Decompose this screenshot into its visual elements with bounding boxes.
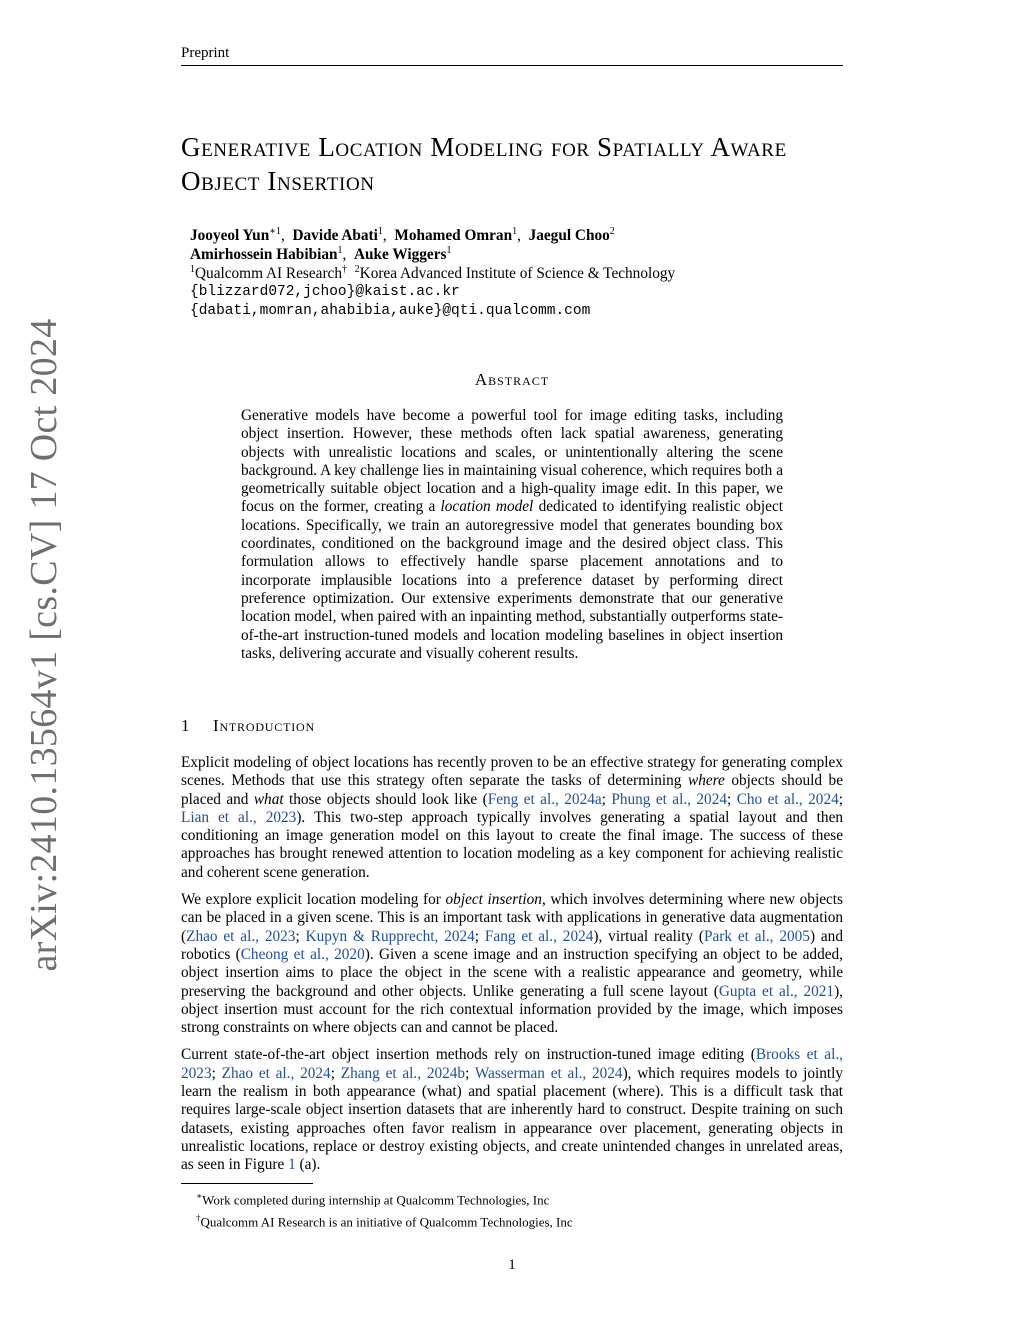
emphasis: where: [688, 772, 725, 790]
footnote-1: [196, 1187, 816, 1209]
paragraph-2: [181, 891, 843, 1037]
text: We explore explicit location modeling for: [181, 891, 446, 909]
author-affiliation-mark: 1: [337, 244, 343, 256]
affiliation-mark: 1: [190, 263, 195, 275]
text: ), which requires models to jointly learn the realism in both appearance (what) and spatial placement (where). This is a difficult task that requires large-scale object insertion datasets that are inherently hard to construct. Despite training on such datasets, existing approaches often favor realism in appearance over placement, generating objects in unrealistic locations, replace or destroy existing objects, and create unintended changes in unrelated areas, as seen in Figure: [181, 1064, 844, 1174]
text: (a).: [295, 1156, 321, 1174]
citation-link[interactable]: Cho et al., 2024: [736, 790, 839, 808]
author-name: Amirhossein Habibian: [190, 246, 338, 263]
text: ;: [727, 790, 737, 808]
author-affiliation-mark: ∗1: [269, 225, 281, 237]
abstract-text-part: Generative models have become a powerful tool for image editing tasks, including object insertion. However, these methods often lack spatial awareness, generating objects with unrealistic locations and scales, or unintentionally altering the scene background. A key challenge lies in maintaining visual coherence, which requires both a geometrically suitable object location and a high-quality image edit. In this paper, we focus on the former, creating a: [241, 407, 783, 516]
text: objects should be placed and: [181, 772, 843, 808]
citation-link[interactable]: Wasserman et al., 2024: [474, 1064, 623, 1082]
footnote-text: Qualcomm AI Research is an initiative of Qualcomm Technologies, Inc: [200, 1214, 573, 1230]
page-number: 1: [508, 1257, 516, 1273]
author-affiliation-mark: 1: [446, 244, 452, 256]
text: ) and robotics (: [181, 927, 843, 963]
text: those objects should look like (: [283, 790, 488, 808]
section-title: Introduction: [213, 716, 315, 735]
author-name: Auke Wiggers: [353, 246, 447, 263]
text: , which involves determining where new objects can be placed in a given scene. This is an important task with applications in generative data augmentation (: [181, 891, 843, 945]
text: ;: [330, 1064, 341, 1082]
author-name: Davide Abati: [292, 227, 378, 244]
author-affiliation-mark: 2: [609, 225, 615, 237]
text: ;: [474, 927, 485, 945]
citation-link[interactable]: Feng et al., 2024a: [487, 790, 602, 808]
figure-link[interactable]: 1: [288, 1156, 296, 1174]
paragraph-3: [181, 1046, 843, 1174]
footnote-mark: ∗: [196, 1191, 203, 1201]
text: ;: [838, 790, 844, 808]
email-line-kaist: {blizzard072,jchoo}@kaist.ac.kr: [190, 284, 460, 300]
dagger-mark: †: [341, 263, 347, 275]
footnote-divider: [181, 1183, 313, 1184]
author-name: Mohamed Omran: [394, 227, 513, 244]
footnotes: [196, 1187, 816, 1232]
footnote-text: Work completed during internship at Qualcomm Technologies, Inc: [202, 1192, 550, 1208]
abstract-emphasis: location model: [440, 498, 534, 516]
running-header: Preprint: [181, 44, 843, 66]
author-name: Jooyeol Yun: [190, 227, 270, 244]
text: ;: [465, 1064, 475, 1082]
affiliation-line: [190, 264, 830, 283]
emphasis: what: [253, 790, 284, 808]
citation-link[interactable]: Zhao et al., 2024: [221, 1064, 331, 1082]
author-block: [190, 226, 830, 321]
citation-link[interactable]: Lian et al., 2023: [181, 808, 297, 826]
citation-link[interactable]: Park et al., 2005: [704, 927, 810, 945]
citation-link[interactable]: Kupyn & Rupprecht, 2024: [305, 927, 475, 945]
affiliation-kaist: Korea Advanced Institute of Science & Technology: [359, 265, 676, 282]
author-line-1: Jooyeol Yun$^{∗1}$, Davide Abati$^1$, Mohamed Omran$^1$, Jaegul Choo$^2$: [190, 225, 615, 244]
affiliation-qualcomm: Qualcomm AI Research: [195, 265, 342, 282]
email-line-qualcomm: {dabati,momran,ahabibia,auke}@qti.qualcomm.com: [190, 303, 591, 319]
author-affiliation-mark: 1: [512, 225, 518, 237]
footnote-2: [196, 1209, 816, 1231]
abstract-text: [241, 407, 783, 663]
citation-link[interactable]: Gupta et al., 2021: [718, 982, 835, 1000]
paragraph-1: [181, 754, 843, 882]
text: ), object insertion must account for the rich contextual information provided by the image, which imposes strong constraints on where objects can and cannot be placed.: [181, 982, 843, 1037]
section-number: 1: [181, 716, 191, 735]
author-line-2: Amirhossein Habibian$^1$, Auke Wiggers$^1$: [190, 244, 452, 263]
citation-link[interactable]: Phung et al., 2024: [611, 790, 728, 808]
text: ). This two-step approach typically involves generating a spatial layout and then conditioning an image generation model on this layout to create the final image. The success of these approaches has brought renewed attention to location modeling as a key component for achieving realistic and coherent scene generation.: [181, 808, 844, 881]
footnote-mark: †: [196, 1213, 201, 1224]
paper-title: Generative Location Modeling for Spatially Aware Object Insertion: [181, 132, 787, 196]
abstract-text-part: dedicated to identifying realistic object locations. Specifically, we train an autoregressive model that generates bounding box coordinates, conditioned on the background image and the desired object class. This formulation allows to effectively handle sparse placement annotations and to incorporate implausible locations into a preference dataset by performing direct preference optimization. Our extensive experiments demonstrate that our generative location model, when paired with an inpainting method, substantially outperforms state-of-the-art instruction-tuned models and location modeling baselines in object insertion tasks, delivering accurate and visually coherent results.: [241, 498, 784, 662]
text: Current state-of-the-art object insertion methods rely on instruction-tuned image editing (: [181, 1046, 756, 1064]
text: ). Given a scene image and an instruction specifying an object to be added, object insertion aims to place the object in the scene with a realistic appearance and geometry, while preserving the background and other objects. Unlike generating a full scene layout (: [181, 945, 843, 1000]
arxiv-identifier: arXiv:2410.13564v1 [cs.CV] 17 Oct 2024: [23, 318, 65, 972]
citation-link[interactable]: Fang et al., 2024: [484, 927, 594, 945]
introduction-body: [181, 754, 843, 1184]
text: ;: [211, 1064, 222, 1082]
text: ;: [601, 790, 612, 808]
section-heading-introduction: [181, 716, 315, 736]
citation-link[interactable]: Zhao et al., 2023: [186, 927, 296, 945]
affiliation-mark: 2: [354, 263, 360, 275]
text: ;: [295, 927, 306, 945]
emphasis: object insertion: [445, 891, 542, 909]
text: Explicit modeling of object locations has recently proven to be an effective strategy for generating complex scenes. Methods that use this strategy often separate the tasks of determining: [181, 754, 843, 790]
author-affiliation-mark: 1: [377, 225, 383, 237]
citation-link[interactable]: Brooks et al., 2023: [181, 1046, 843, 1082]
citation-link[interactable]: Cheong et al., 2020: [240, 945, 365, 963]
citation-link[interactable]: Zhang et al., 2024b: [340, 1064, 466, 1082]
abstract-heading: Abstract: [474, 370, 550, 389]
text: ), virtual reality (: [593, 927, 704, 945]
author-name: Jaegul Choo: [528, 227, 610, 244]
